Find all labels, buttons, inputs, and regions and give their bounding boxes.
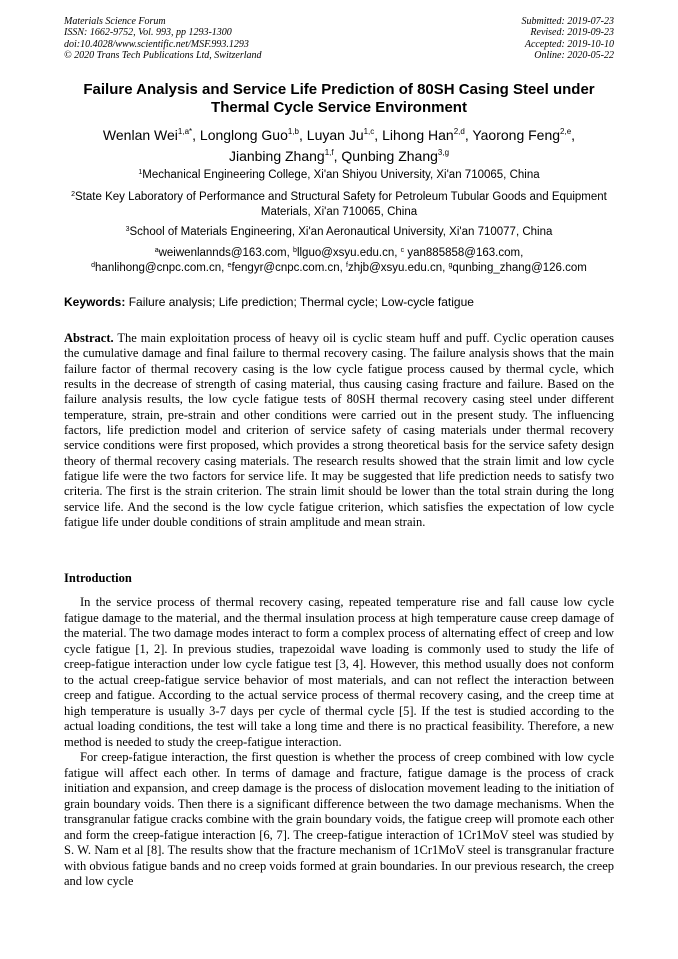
email-list xyxy=(30,246,648,276)
paper-title xyxy=(40,81,638,117)
author: Wenlan Wei$^{1,a*}$, xyxy=(102,127,200,143)
email-link[interactable]: $^e$fengyr@cnpc.com.cn xyxy=(227,262,340,274)
abstract-text: The main exploitation process of heavy oil is cyclic steam huff and puff. Cyclic operation causes the cumulative damage and final failure to thermal recovery casing. The failure analysis shows that the main failure factor of thermal recovery casing is the low cycle fatigue process caused by thermal cycle, which results in the decrease of strength of casing material, thus causing casing fracture and failure. Based on the failure analysis results, the low cycle fatigue tests of 80SH thermal recovery casing steel under different temperature, strain, pre-strain and other conditions were carried out in the present study. The influencing factors, life prediction model and criterion of service safety of casing materials under thermal recovery service conditions were first proposed, which provides a strong theoretical basis for the service safety design theory of thermal recovery casing materials. The research results showed that the strain limit and low cycle fatigue life were the two factors for service life. It may be suggested that life prediction needs to satisfy two criteria. The first is the strain criterion. The strain limit should be lower than the total strain during the long service life. And the second is the low cycle fatigue criterion, which satisfies the expectation of low cycle fatigue life under double conditions of strain amplitude and mean strain. xyxy=(64,331,614,530)
author: Jianbing Zhang$^{1,f}$, xyxy=(228,148,342,164)
email-link[interactable]: $^b$llguo@xsyu.edu.cn xyxy=(293,247,395,259)
header-right xyxy=(522,16,615,62)
submitted-date: Submitted: 2019-07-23 xyxy=(521,16,614,27)
revised-date: Revised: 2019-09-23 xyxy=(530,27,614,39)
affiliation-2: $^2$State Key Laboratory of Performance and Structural Safety for Petroleum Tubular Goods and Equipment Materials, Xi'an 710065, China xyxy=(71,191,607,218)
keywords-text: Failure analysis; Life prediction; Thermal cycle; Low-cycle fatigue xyxy=(125,295,474,309)
abstract-label: Abstract. xyxy=(64,331,114,345)
author: Yaorong Feng$^{2,e}$, xyxy=(472,127,576,143)
online-date: Online: 2020-05-22 xyxy=(534,50,614,62)
copyright: © 2020 Trans Tech Publications Ltd, Switzerland xyxy=(64,50,262,62)
email-link[interactable]: $^d$hanlihong@cnpc.com.cn xyxy=(91,262,222,274)
doi: doi:10.4028/www.scientific.net/MSF.993.1293 xyxy=(64,38,249,50)
email-link[interactable]: $^f$zhjb@xsyu.edu.cn xyxy=(346,262,443,274)
accepted-date: Accepted: 2019-10-10 xyxy=(524,38,614,50)
email-line-2: $^d$hanlihong@cnpc.com.cn, $^e$fengyr@cnpc.com.cn, $^f$zhjb@xsyu.edu.cn, $^g$qunbing_zhang@126.com xyxy=(91,262,587,274)
keywords xyxy=(64,295,614,310)
title-line-2: Thermal Cycle Service Environment xyxy=(211,99,467,116)
affiliation-1: $^1$Mechanical Engineering College, Xi'an Shiyou University, Xi'an 710065, China xyxy=(138,169,540,181)
email-link[interactable]: $^a$weiwenlannds@163.com xyxy=(154,247,287,259)
author: Luyan Ju$^{1,c}$, xyxy=(306,127,383,143)
author: Qunbing Zhang$^{3,g}$ xyxy=(341,148,450,164)
affiliation-3: $^3$School of Materials Engineering, Xi'an Aeronautical University, Xi'an 710077, China xyxy=(125,226,553,238)
author-line-1 xyxy=(40,125,638,146)
issn: ISSN: 1662-9752, Vol. 993, pp 1293-1300 xyxy=(64,27,232,39)
abstract xyxy=(64,331,614,530)
title-line-1: Failure Analysis and Service Life Prediction of 80SH Casing Steel under xyxy=(83,81,595,98)
author: Longlong Guo$^{1,b}$, xyxy=(199,127,307,143)
header-left xyxy=(64,16,262,62)
author-line-2 xyxy=(40,146,638,167)
email-link[interactable]: $^g$qunbing_zhang@126.com xyxy=(448,262,587,274)
paragraph: In the service process of thermal recovery casing, repeated temperature rise and fall cause low cycle fatigue damage to the material, and the thermal insulation process at high temperature cause creep damage of the material. The two damage modes interact to form a complex process of alternating effect of creep and low cycle fatigue [1, 2]. In previous studies, trapezoidal wave loading is commonly used to study the life of creep-fatigue interaction under low cycle fatigue test [3, 4]. However, this method usually does not conform to the actual creep-fatigue service behavior of most materials, and can not reflect the interaction between creep and fatigue. According to the actual service process of thermal recovery casing, and the creep time at high temperature is usually 3-7 days per cycle of thermal cycle [5]. If the test is studied according to the actual loading conditions, the test will take a long time and there is no practical feasibility. Therefore, a new method is needed to study the creep-fatigue interaction. xyxy=(64,595,614,749)
paragraph: For creep-fatigue interaction, the first question is whether the process of creep combined with low cycle fatigue will affect each other. In terms of damage and fracture, fatigue damage is the process of crack initiation and expansion, and creep damage is the process of dislocation movement leading to the initiation of grain boundary voids. Then there is a significant difference between the two damage mechanisms. When the transgranular fatigue cracks combine with the grain boundary voids, the fatigue creep will promote each other and form the creep-fatigue interaction [6, 7]. The creep-fatigue interaction of 1Cr1MoV steel was studied by S. W. Nam et al [8]. The results show that the fracture mechanism of 1Cr1MoV steel is transgranular fracture with obvious fatigue bands and no creep voids formed at grain boundaries. In our previous research, the creep and low cycle xyxy=(64,750,614,888)
email-line-1: $^a$weiwenlannds@163.com, $^b$llguo@xsyu.edu.cn, $^c$ yan885858@163.com, xyxy=(154,247,524,259)
author: Lihong Han$^{2,d}$, xyxy=(382,127,473,143)
keywords-label: Keywords: xyxy=(64,295,126,309)
email-link[interactable]: $^c$ yan885858@163.com xyxy=(400,247,521,259)
introduction-body xyxy=(64,595,614,890)
author-list xyxy=(40,125,638,167)
section-heading-introduction: Introduction xyxy=(64,571,132,585)
journal-name: Materials Science Forum xyxy=(64,16,166,27)
